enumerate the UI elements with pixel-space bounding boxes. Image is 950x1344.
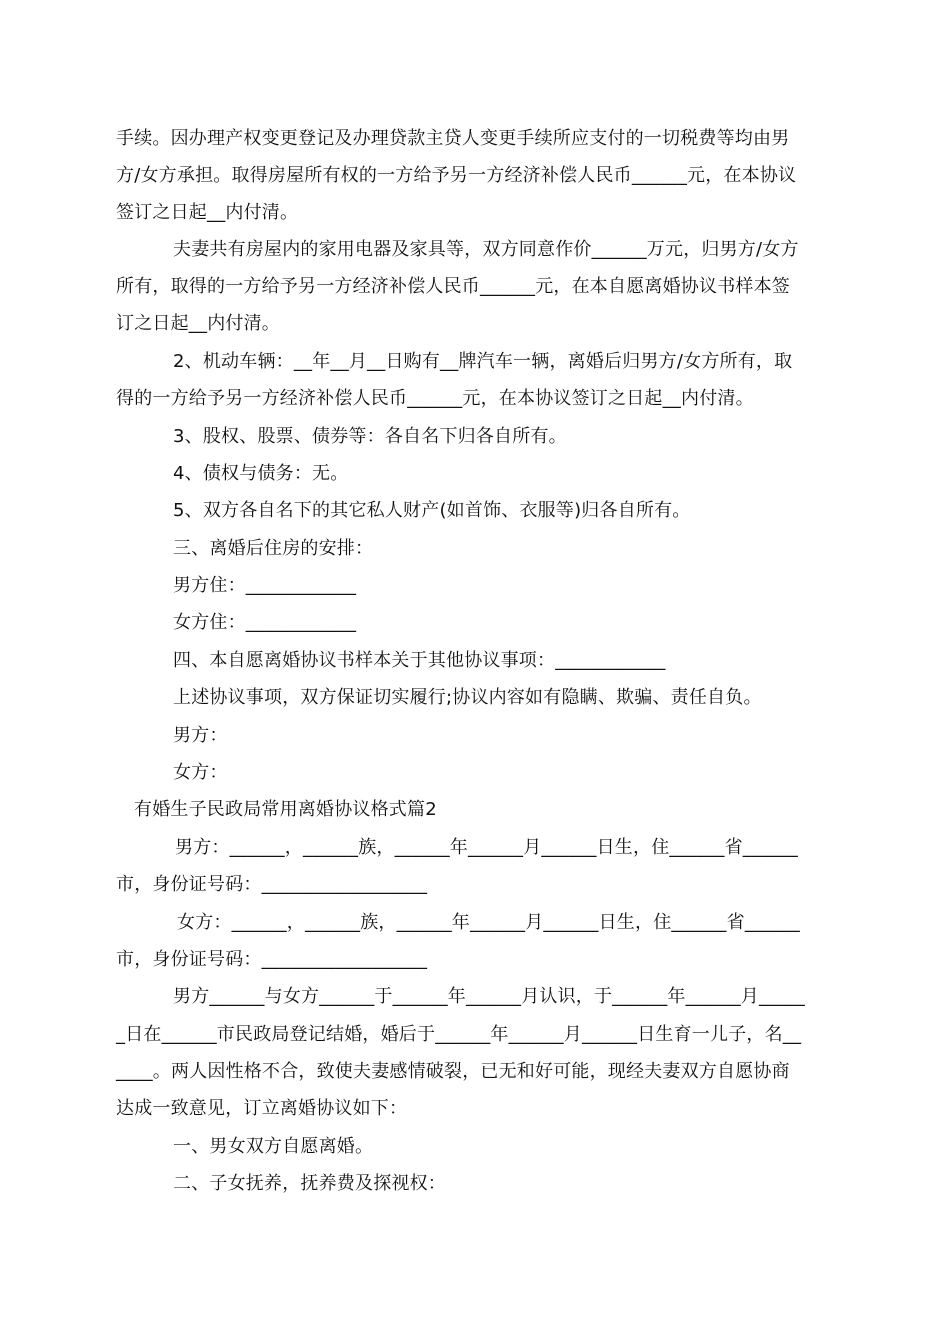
- section-heading: 一、男女双方自愿离婚。: [173, 1136, 374, 1157]
- text-line: 上述协议事项，双方保证切实履行;协议内容如有隐瞒、欺骗、责任自负。: [173, 687, 762, 708]
- text-line: 女方：______，______族，______年______月______日生，住______省______: [177, 912, 800, 933]
- text-line: 5、双方各自名下的其它私人财产(如首饰、衣服等)归各自所有。: [173, 500, 691, 521]
- text-line: 男方住：____________: [173, 575, 357, 596]
- text-line: 2、机动车辆：__年__月__日购有__牌汽车一辆，离婚后归男方/女方所有，取: [173, 351, 793, 372]
- signature-label: 女方：: [173, 762, 228, 783]
- text-line: 所有，取得的一方给予另一方经济补偿人民币______元，在本自愿离婚协议书样本签: [116, 276, 790, 297]
- signature-label: 男方：: [173, 725, 228, 746]
- article-title: 有婚生子民政局常用离婚协议格式篇2: [134, 799, 437, 820]
- text-line: 3、股权、股票、债券等：各自名下归各自所有。: [173, 426, 567, 447]
- text-line: 市，身份证号码：__________________: [116, 874, 428, 895]
- text-line: 男方______与女方______于______年______月认识，于______年______月_____: [173, 986, 805, 1007]
- text-line: 男方：______，______族，______年______月______日生，住______省______: [175, 837, 798, 858]
- text-line: 方/女方承担。取得房屋所有权的一方给予另一方经济补偿人民币______元，在本协议: [116, 165, 797, 186]
- section-heading: 四、本自愿离婚协议书样本关于其他协议事项：____________: [173, 650, 666, 671]
- text-line: 签订之日起__内付清。: [116, 202, 299, 223]
- text-line: 市，身份证号码：__________________: [116, 949, 428, 970]
- text-line: 4、债权与债务：无。: [173, 463, 349, 484]
- text-line: 手续。因办理产权变更登记及办理贷款主贷人变更手续所应支付的一切税费等均由男: [116, 128, 790, 149]
- section-heading: 二、子女抚养，抚养费及探视权：: [173, 1173, 446, 1194]
- text-line: ____。两人因性格不合，致使夫妻感情破裂，已无和好可能，现经夫妻双方自愿协商: [116, 1061, 790, 1082]
- text-line: 女方住：____________: [173, 612, 357, 633]
- text-line: 达成一致意见，订立离婚协议如下：: [116, 1098, 408, 1119]
- text-line: 订之日起__内付清。: [116, 313, 280, 334]
- text-line: 夫妻共有房屋内的家用电器及家具等，双方同意作价______万元，归男方/女方: [173, 239, 799, 260]
- text-line: 得的一方给予另一方经济补偿人民币______元，在本协议签订之日起__内付清。: [116, 388, 754, 409]
- section-heading: 三、离婚后住房的安排：: [173, 538, 374, 559]
- text-line: _日在______市民政局登记结婚，婚后于______年______月______日生育一儿子，名__: [116, 1024, 802, 1045]
